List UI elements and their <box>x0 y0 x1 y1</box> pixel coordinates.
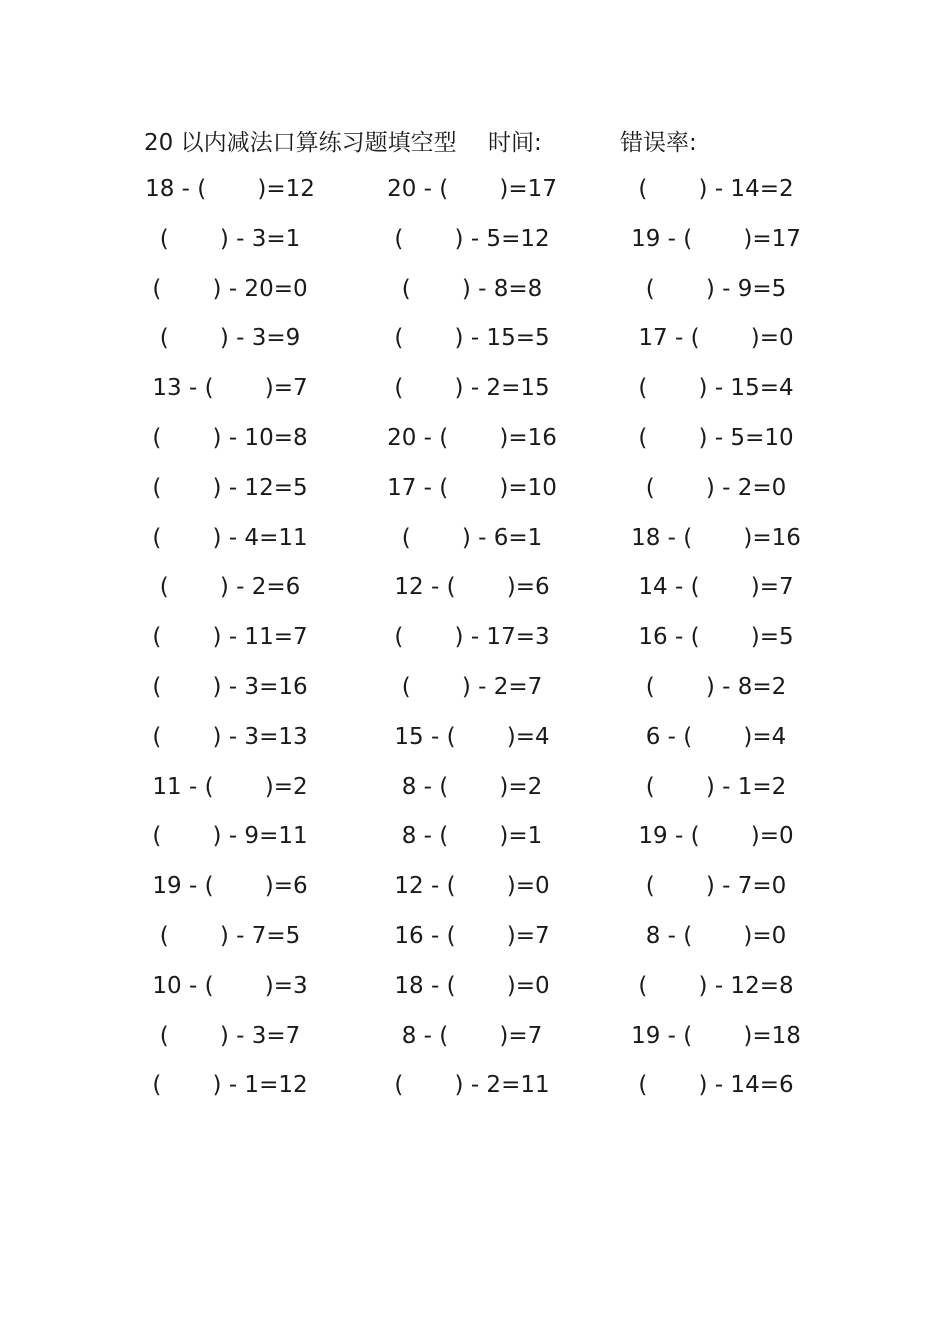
problem-row <box>0 574 950 614</box>
problem-row <box>0 774 950 814</box>
math-problem: 8 - ( )=1 <box>401 823 543 850</box>
math-problem: ( ) - 2=6 <box>159 574 301 601</box>
problem-row <box>0 525 950 565</box>
math-problem: ( ) - 8=8 <box>401 275 543 302</box>
math-problem: ( ) - 11=7 <box>152 624 308 651</box>
problem-row <box>0 923 950 963</box>
math-problem: 13 - ( )=7 <box>152 375 308 402</box>
math-problem: ( ) - 4=11 <box>152 524 308 551</box>
problem-row <box>0 873 950 913</box>
math-problem: ( ) - 14=2 <box>638 176 794 202</box>
math-problem: 8 - ( )=7 <box>401 1022 543 1049</box>
math-problem: 14 - ( )=7 <box>638 574 794 601</box>
math-problem: ( ) - 3=1 <box>159 225 301 252</box>
problem-row <box>0 425 950 465</box>
math-problem: ( ) - 9=11 <box>152 823 308 850</box>
math-problem: 16 - ( )=5 <box>638 624 794 651</box>
math-problem: ( ) - 1=12 <box>152 1072 308 1099</box>
math-problem: ( ) - 12=5 <box>152 474 308 501</box>
math-problem: 11 - ( )=2 <box>152 773 308 800</box>
problem-row <box>0 674 950 714</box>
problem-row <box>0 176 950 216</box>
math-problem: ( ) - 2=0 <box>645 474 787 501</box>
math-problem: ( ) - 3=9 <box>159 325 301 352</box>
problem-row <box>0 226 950 266</box>
time-label: 时间: <box>488 130 542 156</box>
math-problem: ( ) - 14=6 <box>638 1072 794 1099</box>
problem-row <box>0 1072 950 1112</box>
math-problem: 20 - ( )=17 <box>387 176 557 202</box>
math-problem: ( ) - 1=2 <box>645 773 787 800</box>
math-problem: ( ) - 5=10 <box>638 425 794 451</box>
math-problem: ( ) - 3=7 <box>159 1022 301 1049</box>
math-problem: ( ) - 6=1 <box>401 524 543 551</box>
problem-row <box>0 973 950 1013</box>
math-problem: ( ) - 12=8 <box>638 972 794 999</box>
math-problem: ( ) - 10=8 <box>152 425 308 451</box>
math-problem: ( ) - 7=5 <box>159 923 301 949</box>
math-problem: ( ) - 8=2 <box>645 674 787 700</box>
math-problem: ( ) - 3=13 <box>152 723 308 750</box>
worksheet-title: 20 以内减法口算练习题填空型 <box>144 130 457 156</box>
math-problem: 15 - ( )=4 <box>394 723 550 750</box>
math-problem: 18 - ( )=12 <box>145 176 315 202</box>
math-problem: ( ) - 2=7 <box>401 674 543 700</box>
math-problem: 12 - ( )=0 <box>394 873 550 900</box>
problem-row <box>0 624 950 664</box>
problem-row <box>0 1023 950 1063</box>
math-problem: 8 - ( )=2 <box>401 773 543 800</box>
math-problem: ( ) - 7=0 <box>645 873 787 900</box>
math-problem: 6 - ( )=4 <box>645 723 787 750</box>
math-problem: 18 - ( )=16 <box>631 524 801 551</box>
math-problem: 12 - ( )=6 <box>394 574 550 601</box>
math-problem: 17 - ( )=0 <box>638 325 794 352</box>
math-problem: 19 - ( )=17 <box>631 225 801 252</box>
error-rate-label: 错误率: <box>620 130 697 156</box>
problem-row <box>0 823 950 863</box>
math-problem: 18 - ( )=0 <box>394 972 550 999</box>
math-problem: ( ) - 15=5 <box>394 325 550 352</box>
problem-row <box>0 475 950 515</box>
math-problem: 19 - ( )=0 <box>638 823 794 850</box>
math-problem: ( ) - 20=0 <box>152 275 308 302</box>
math-problem: 10 - ( )=3 <box>152 972 308 999</box>
math-problem: ( ) - 9=5 <box>645 275 787 302</box>
math-problem: ( ) - 5=12 <box>394 225 550 252</box>
worksheet-header <box>0 124 950 160</box>
math-problem: ( ) - 2=15 <box>394 375 550 402</box>
math-problem: 17 - ( )=10 <box>387 474 557 501</box>
math-problem: ( ) - 17=3 <box>394 624 550 651</box>
problem-row <box>0 724 950 764</box>
math-problem: 19 - ( )=6 <box>152 873 308 900</box>
math-problem: 19 - ( )=18 <box>631 1022 801 1049</box>
problem-row <box>0 375 950 415</box>
math-problem: 8 - ( )=0 <box>645 923 787 949</box>
math-problem: 16 - ( )=7 <box>394 923 550 949</box>
problem-row <box>0 276 950 316</box>
math-problem: ( ) - 2=11 <box>394 1072 550 1099</box>
math-problem: ( ) - 3=16 <box>152 674 308 700</box>
problem-row <box>0 325 950 365</box>
math-problem: ( ) - 15=4 <box>638 375 794 402</box>
math-problem: 20 - ( )=16 <box>387 425 557 451</box>
